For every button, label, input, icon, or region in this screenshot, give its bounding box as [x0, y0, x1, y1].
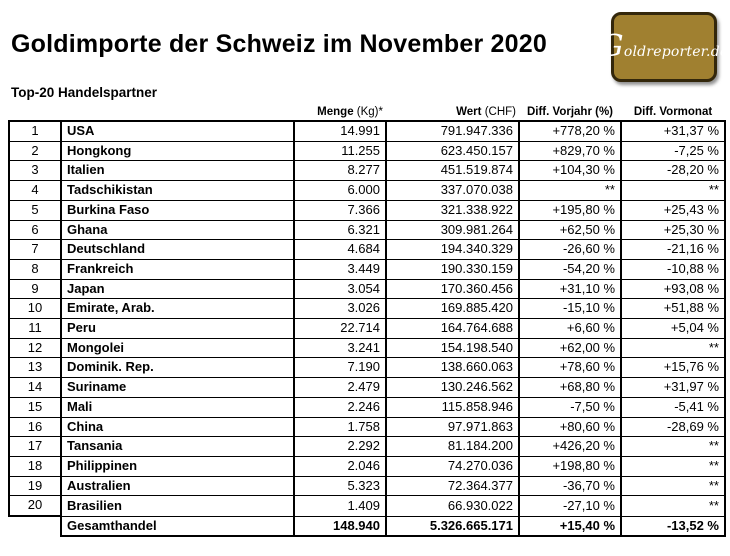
- cell-diff_vormonat: +25,43 %: [621, 200, 725, 220]
- cell-diff_vorjahr: +198,80 %: [519, 456, 621, 476]
- cell-rank: 3: [9, 161, 61, 181]
- cell-wert: 138.660.063: [386, 358, 519, 378]
- cell-diff_vormonat: -5,41 %: [621, 397, 725, 417]
- cell-country: Emirate, Arab.: [61, 299, 294, 319]
- cell-diff_vormonat: +51,88 %: [621, 299, 725, 319]
- cell-diff_vormonat: -21,16 %: [621, 240, 725, 260]
- cell-rank: 13: [9, 358, 61, 378]
- cell-country: USA: [61, 121, 294, 141]
- cell-wert: 74.270.036: [386, 456, 519, 476]
- cell-wert: 5.326.665.171: [386, 516, 519, 536]
- cell-menge: 1.409: [294, 496, 386, 516]
- cell-country: Burkina Faso: [61, 200, 294, 220]
- table-row: [9, 200, 725, 220]
- logo-g-glyph: G: [599, 29, 624, 64]
- cell-country: China: [61, 417, 294, 437]
- col-header-diff-vormonat: Diff. Vormonat: [633, 106, 713, 118]
- cell-diff_vorjahr: -27,10 %: [519, 496, 621, 516]
- cell-menge: 2.246: [294, 397, 386, 417]
- table-body: [9, 121, 725, 536]
- cell-wert: 81.184.200: [386, 437, 519, 457]
- goldreporter-logo: [599, 12, 729, 82]
- cell-wert: 190.330.159: [386, 259, 519, 279]
- cell-diff_vormonat: **: [621, 496, 725, 516]
- cell-wert: 194.340.329: [386, 240, 519, 260]
- table-row: [9, 240, 725, 260]
- cell-rank: 5: [9, 200, 61, 220]
- cell-diff_vorjahr: +829,70 %: [519, 141, 621, 161]
- cell-diff_vorjahr: +778,20 %: [519, 121, 621, 141]
- cell-diff_vorjahr: **: [519, 181, 621, 201]
- cell-rank: 14: [9, 378, 61, 398]
- cell-menge: 3.054: [294, 279, 386, 299]
- cell-diff_vorjahr: +78,60 %: [519, 358, 621, 378]
- col-header-wert: Wert (CHF): [456, 106, 516, 118]
- page-title: Goldimporte der Schweiz im November 2020: [11, 30, 547, 58]
- cell-rank: 11: [9, 319, 61, 339]
- cell-diff_vormonat: -7,25 %: [621, 141, 725, 161]
- cell-diff_vormonat: -28,20 %: [621, 161, 725, 181]
- cell-menge: 3.241: [294, 338, 386, 358]
- cell-rank: 12: [9, 338, 61, 358]
- cell-rank: 6: [9, 220, 61, 240]
- cell-country: Suriname: [61, 378, 294, 398]
- cell-country: Mongolei: [61, 338, 294, 358]
- cell-diff_vorjahr: -26,60 %: [519, 240, 621, 260]
- cell-wert: 66.930.022: [386, 496, 519, 516]
- cell-menge: 4.684: [294, 240, 386, 260]
- cell-diff_vormonat: +93,08 %: [621, 279, 725, 299]
- trade-partners-table: [8, 101, 726, 537]
- cell-menge: 3.449: [294, 259, 386, 279]
- cell-country: Ghana: [61, 220, 294, 240]
- cell-menge: 14.991: [294, 121, 386, 141]
- cell-diff_vormonat: +25,30 %: [621, 220, 725, 240]
- table-row: [9, 279, 725, 299]
- column-header-row: [9, 101, 725, 121]
- table-row: [9, 476, 725, 496]
- cell-diff_vormonat: +15,76 %: [621, 358, 725, 378]
- cell-country: Italien: [61, 161, 294, 181]
- table-row: [9, 338, 725, 358]
- cell-wert: 130.246.562: [386, 378, 519, 398]
- table-row: [9, 141, 725, 161]
- table-row: [9, 121, 725, 141]
- cell-wert: 321.338.922: [386, 200, 519, 220]
- cell-country: Gesamthandel: [61, 516, 294, 536]
- table-row: [9, 161, 725, 181]
- total-row: [9, 516, 725, 536]
- cell-country: Peru: [61, 319, 294, 339]
- cell-diff_vorjahr: +80,60 %: [519, 417, 621, 437]
- cell-menge: 148.940: [294, 516, 386, 536]
- logo-rest-text: oldreporter.de: [623, 44, 729, 60]
- cell-country: Japan: [61, 279, 294, 299]
- table-row: [9, 417, 725, 437]
- cell-menge: 8.277: [294, 161, 386, 181]
- goldreporter-logo-text: [599, 29, 729, 64]
- table-row: [9, 299, 725, 319]
- table-row: [9, 181, 725, 201]
- cell-diff_vorjahr: -15,10 %: [519, 299, 621, 319]
- cell-country: Mali: [61, 397, 294, 417]
- cell-diff_vorjahr: +6,60 %: [519, 319, 621, 339]
- cell-diff_vormonat: +31,37 %: [621, 121, 725, 141]
- cell-rank: 7: [9, 240, 61, 260]
- cell-menge: 2.479: [294, 378, 386, 398]
- cell-rank: 9: [9, 279, 61, 299]
- cell-rank: 15: [9, 397, 61, 417]
- cell-rank: 16: [9, 417, 61, 437]
- cell-rank: 17: [9, 437, 61, 457]
- cell-menge: 22.714: [294, 319, 386, 339]
- col-header-diff-vorjahr: Diff. Vorjahr (%): [526, 106, 614, 118]
- cell-country: Frankreich: [61, 259, 294, 279]
- table-row: [9, 358, 725, 378]
- cell-diff_vormonat: **: [621, 338, 725, 358]
- table-row: [9, 220, 725, 240]
- cell-menge: 6.321: [294, 220, 386, 240]
- cell-diff_vormonat: +31,97 %: [621, 378, 725, 398]
- cell-wert: 97.971.863: [386, 417, 519, 437]
- cell-diff_vormonat: -13,52 %: [621, 516, 725, 536]
- trade-partners-table-wrap: [8, 101, 726, 537]
- cell-menge: 7.190: [294, 358, 386, 378]
- cell-diff_vorjahr: -36,70 %: [519, 476, 621, 496]
- cell-country: Hongkong: [61, 141, 294, 161]
- cell-menge: 7.366: [294, 200, 386, 220]
- cell-diff_vorjahr: +62,50 %: [519, 220, 621, 240]
- cell-country: Tansania: [61, 437, 294, 457]
- cell-rank: 19: [9, 476, 61, 496]
- table-row: [9, 496, 725, 516]
- cell-country: Deutschland: [61, 240, 294, 260]
- cell-menge: 1.758: [294, 417, 386, 437]
- cell-rank: 10: [9, 299, 61, 319]
- cell-diff_vormonat: **: [621, 476, 725, 496]
- col-header-menge: Menge (Kg)*: [317, 106, 383, 118]
- cell-diff_vormonat: **: [621, 437, 725, 457]
- cell-country: Tadschikistan: [61, 181, 294, 201]
- cell-diff_vorjahr: +195,80 %: [519, 200, 621, 220]
- cell-country: Dominik. Rep.: [61, 358, 294, 378]
- cell-country: Australien: [61, 476, 294, 496]
- cell-rank: 8: [9, 259, 61, 279]
- cell-rank: 4: [9, 181, 61, 201]
- cell-wert: 154.198.540: [386, 338, 519, 358]
- cell-rank: [9, 516, 61, 536]
- cell-rank: 1: [9, 121, 61, 141]
- cell-diff_vorjahr: +68,80 %: [519, 378, 621, 398]
- cell-diff_vorjahr: +426,20 %: [519, 437, 621, 457]
- cell-diff_vorjahr: -7,50 %: [519, 397, 621, 417]
- table-row: [9, 378, 725, 398]
- cell-country: Brasilien: [61, 496, 294, 516]
- cell-menge: 2.292: [294, 437, 386, 457]
- cell-country: Philippinen: [61, 456, 294, 476]
- cell-diff_vormonat: -28,69 %: [621, 417, 725, 437]
- cell-diff_vorjahr: +62,00 %: [519, 338, 621, 358]
- cell-diff_vorjahr: +104,30 %: [519, 161, 621, 181]
- cell-wert: 72.364.377: [386, 476, 519, 496]
- table-subtitle: Top-20 Handelspartner: [11, 85, 158, 100]
- cell-wert: 309.981.264: [386, 220, 519, 240]
- col-header-rank: [9, 101, 61, 121]
- cell-wert: 115.858.946: [386, 397, 519, 417]
- cell-menge: 5.323: [294, 476, 386, 496]
- table-row: [9, 319, 725, 339]
- cell-rank: 2: [9, 141, 61, 161]
- table-row: [9, 397, 725, 417]
- cell-wert: 451.519.874: [386, 161, 519, 181]
- cell-diff_vorjahr: +31,10 %: [519, 279, 621, 299]
- cell-wert: 623.450.157: [386, 141, 519, 161]
- cell-wert: 337.070.038: [386, 181, 519, 201]
- cell-diff_vorjahr: +15,40 %: [519, 516, 621, 536]
- cell-diff_vorjahr: -54,20 %: [519, 259, 621, 279]
- cell-diff_vormonat: +5,04 %: [621, 319, 725, 339]
- cell-rank: 18: [9, 456, 61, 476]
- table-row: [9, 437, 725, 457]
- cell-menge: 11.255: [294, 141, 386, 161]
- cell-wert: 169.885.420: [386, 299, 519, 319]
- table-row: [9, 259, 725, 279]
- cell-wert: 791.947.336: [386, 121, 519, 141]
- table-row: [9, 456, 725, 476]
- cell-diff_vormonat: -10,88 %: [621, 259, 725, 279]
- cell-diff_vormonat: **: [621, 181, 725, 201]
- col-header-country: [61, 101, 294, 121]
- cell-wert: 170.360.456: [386, 279, 519, 299]
- cell-menge: 3.026: [294, 299, 386, 319]
- cell-diff_vormonat: **: [621, 456, 725, 476]
- cell-wert: 164.764.688: [386, 319, 519, 339]
- cell-rank: 20: [9, 496, 61, 516]
- cell-menge: 2.046: [294, 456, 386, 476]
- cell-menge: 6.000: [294, 181, 386, 201]
